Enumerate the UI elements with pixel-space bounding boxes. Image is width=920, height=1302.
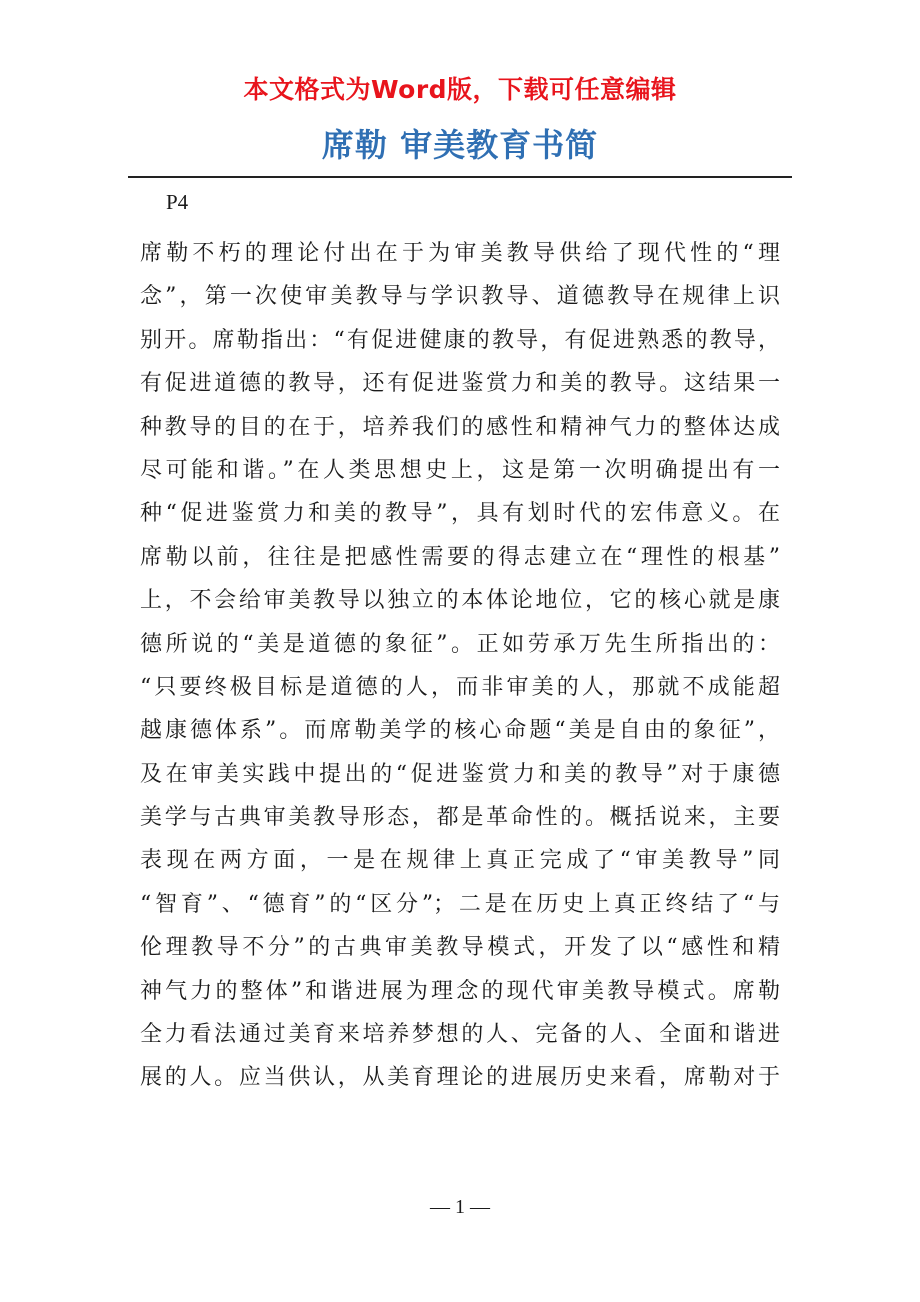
- text-line: 有促进道德的教导，还有促进鉴赏力和美的教导。这结果一: [140, 371, 780, 397]
- text-line: 越康德体系”。而席勒美学的核心命题“美是自由的象征”，: [140, 718, 780, 744]
- text-line: 神气力的整体”和谐进展为理念的现代审美教导模式。席勒: [140, 978, 780, 1004]
- text-line: 上，不会给审美教导以独立的本体论地位，它的核心就是康: [140, 588, 780, 614]
- text-line: 表现在两方面，一是在规律上真正完成了“审美教导”同: [140, 848, 780, 874]
- text-line: 种教导的目的在于，培养我们的感性和精神气力的整体达成: [140, 414, 780, 440]
- text-line: 念”，第一次使审美教导与学识教导、道德教导在规律上识: [140, 284, 780, 310]
- page-number: — 1 —: [430, 1196, 490, 1218]
- text-line: 伦理教导不分”的古典审美教导模式，开发了以“感性和精: [140, 935, 780, 961]
- text-line: “智育”、“德育”的“区分”；二是在历史上真正终结了“与: [140, 891, 780, 917]
- text-line: 全力看法通过美育来培养梦想的人、完备的人、全面和谐进: [140, 1022, 780, 1048]
- body-paragraph: [140, 232, 780, 1100]
- title-divider: [128, 176, 792, 178]
- document-title: 席勒 审美教育书简: [321, 126, 599, 164]
- download-banner: 本文格式为Word版，下载可任意编辑: [243, 75, 677, 104]
- text-line: “只要终极目标是道德的人，而非审美的人，那就不成能超: [140, 674, 780, 700]
- text-line: 别开。席勒指出：“有促进健康的教导，有促进熟悉的教导，: [140, 327, 780, 353]
- text-line: 德所说的“美是道德的象征”。正如劳承万先生所指出的：: [140, 631, 780, 657]
- text-line: 席勒不朽的理论付出在于为审美教导供给了现代性的“理: [140, 241, 780, 266]
- text-line: 展的人。应当供认，从美育理论的进展历史来看，席勒对于: [140, 1065, 780, 1091]
- text-line: 种“促进鉴赏力和美的教导”，具有划时代的宏伟意义。在: [140, 501, 780, 527]
- text-line: 席勒以前，往往是把感性需要的得志建立在“理性的根基”: [140, 544, 780, 570]
- page-label: P4: [166, 190, 189, 214]
- text-line: 美学与古典审美教导形态，都是革命性的。概括说来，主要: [140, 805, 780, 831]
- text-line: 及在审美实践中提出的“促进鉴赏力和美的教导”对于康德: [140, 761, 780, 787]
- text-line: 尽可能和谐。”在人类思想史上，这是第一次明确提出有一: [140, 457, 780, 483]
